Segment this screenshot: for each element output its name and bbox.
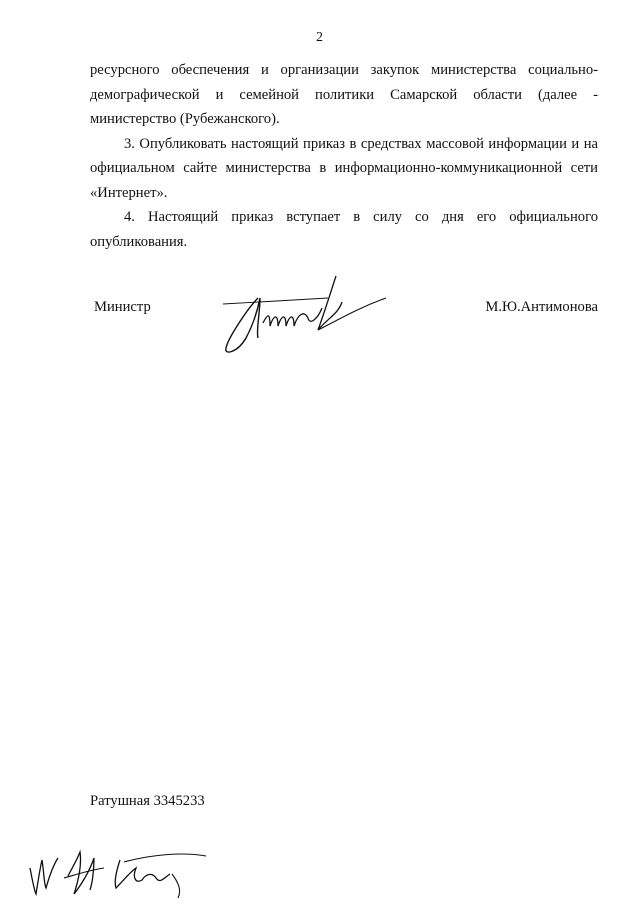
paragraph-item-4: 4. Настоящий приказ вступает в силу со дня его официального опубликования.: [90, 209, 598, 250]
executor-note: Ратушная 3345233: [90, 793, 205, 809]
handwritten-signature: [218, 268, 388, 358]
signatory-name: М.Ю.Антимонова: [485, 299, 598, 315]
paragraph-item-3: 3. Опубликовать настоящий приказ в средствах массовой информации и на официальном сайте министерства в информационно-коммуникационной сети «Интернет».: [90, 135, 598, 201]
page-number: 2: [316, 30, 323, 45]
document-body: [90, 58, 598, 254]
approval-initials: [24, 838, 214, 900]
signatory-role: Министр: [94, 299, 151, 315]
paragraph-continuation: ресурсного обеспечения и организации закупок министерства социально-демографической и семейной политики Самарской области (далее - министерство (Рубежанского).: [90, 62, 598, 127]
